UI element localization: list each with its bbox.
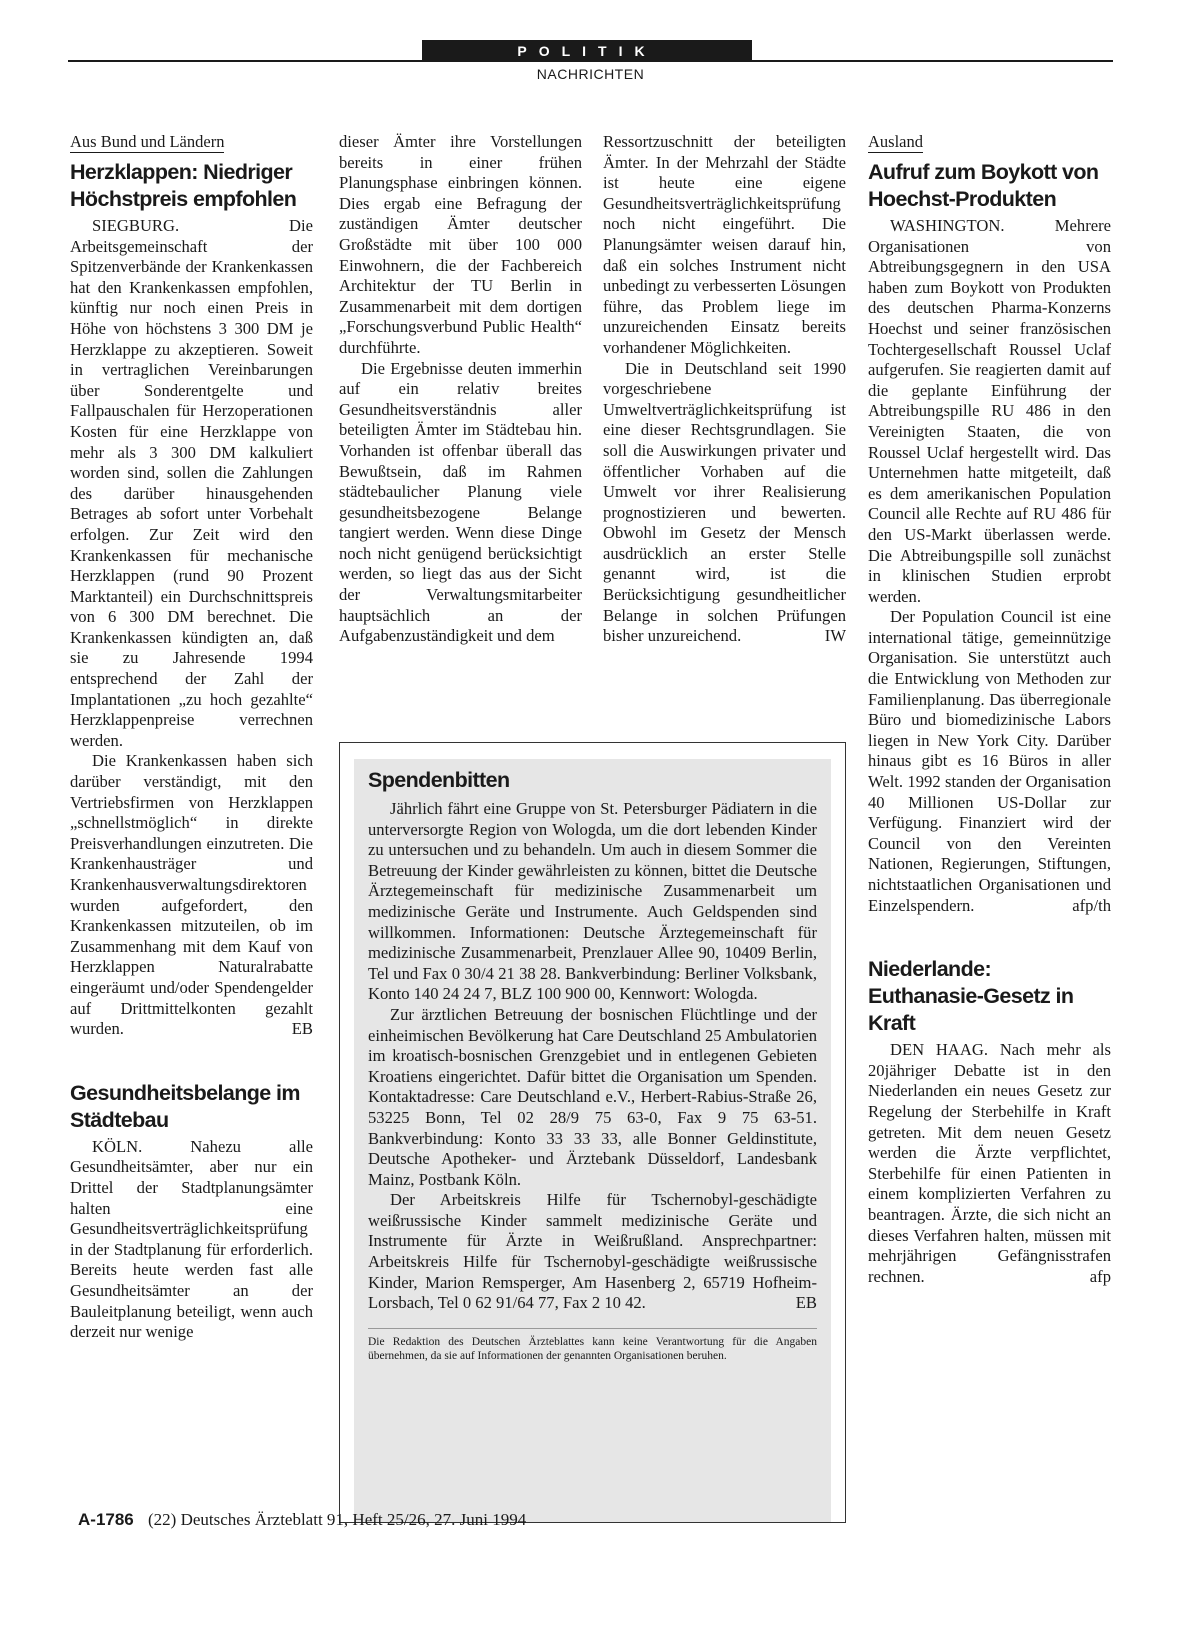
rubric-ausland: Ausland (868, 132, 923, 151)
box-paragraph: Jährlich fährt eine Gruppe von St. Petersburger Pädiatern in die unterversorgte Region von Wologda, um die dort lebenden Kinder zu untersuchen und zu behandeln. Um auch in diesem Sommer die Betreuung der Kinder gewährleisten zu können, bittet die Deutsche Ärztegemeinschaft für medizinische Zusammenarbeit um medizinische Geräte und Instrumente. Auch Geldspenden sind willkommen. Informationen: Deutsche Ärztegemeinschaft für medizinische Zusammenarbeit, Prenzlauer Allee 90, 10409 Berlin, Tel und Fax 0 30/4 21 38 28. Bankverbindung: Berliner Volksbank, Konto 140 24 24 7, BLZ 100 900 00, Kennwort: Wologda. (368, 799, 817, 1004)
page-footer (78, 1510, 526, 1530)
column-3 (603, 132, 846, 647)
page-number: A-1786 (78, 1510, 134, 1529)
citation: (22) Deutsches Ärzteblatt 91, Heft 25/26, 27. Juni 1994 (148, 1510, 527, 1529)
article-paragraph: KÖLN. Nahezu alle Gesundheitsämter, aber nur ein Drittel der Stadtplanungsämter halten eine Gesundheitsverträglichkeitsprüfung in der Stadtplanung für erforderlich. Bereits heute werden fast alle Gesundheitsämter an der Bauleitplanung beteiligt, wenn auch derzeit nur wenige (70, 1136, 313, 1342)
article-paragraph: Ressortzuschnitt der beteiligten Ämter. In der Mehrzahl der Städte ist heute eine eigene Gesundheitsverträglichkeitsprüfung noch nicht eingeführt. Die Planungsämter weisen darauf hin, daß ein solches Instrument nicht unbedingt zu verbesserten Lösungen führe, das Problem liege im unzureichenden Einsatz bereits vorhandener Möglichkeiten. (603, 132, 846, 357)
author-sign: afp (1089, 1266, 1111, 1286)
author-sign: EB (795, 1293, 817, 1313)
column-4 (868, 132, 1111, 1287)
headline-staedtebau: Gesundheitsbelange im Städtebau (70, 1080, 300, 1132)
author-sign: EB (291, 1019, 313, 1039)
column-2 (339, 132, 582, 647)
headline-herzklappen: Herzklappen: Niedriger Höchstpreis empfohlen (70, 160, 297, 211)
subsection-title: NACHRICHTEN (536, 66, 645, 82)
spendenbitten-box (339, 742, 846, 1523)
headline-hoechst-boykott: Aufruf zum Boykott von Hoechst-Produkten (868, 160, 1099, 211)
rubric-bund-laender: Aus Bund und Ländern (70, 132, 225, 151)
headline-euthanasie: Niederlande: Euthanasie-Gesetz in Kraft (868, 957, 1074, 1036)
box-title: Spendenbitten (368, 768, 510, 792)
section-title: POLITIK (517, 43, 657, 59)
section-header-bar (422, 40, 752, 62)
box-paragraph: Zur ärztlichen Betreuung der bosnischen Flüchtlinge und der einheimischen Bevölkerung hat Care Deutschland 25 Ambulatorien im kroatisch-bosnischen Grenzgebiet und in entlegenen Gebieten Kroatiens eingerichtet. Dafür bittet die Organisation um Spenden. Kontaktadresse: Care Deutschland e.V., Herbert-Rabius-Straße 26, 53225 Bonn, Tel 02 28/9 75 63-0, Fax 9 75 63-51. Bankverbindung: Konto 33 33 33, alle Bonner Geldinstitute, Deutsche Apotheker- und Ärztebank Düsseldorf, Landesbank Mainz, Postbank Köln. (368, 1004, 817, 1189)
box-paragraph: Der Arbeitskreis Hilfe für Tschernobyl-geschädigte weißrussische Kinder sammelt medizinische Geräte und Instrumente für Ärzte in Weißrußland. Ansprechpartner: Arbeitskreis Hilfe für Tschernobyl-geschädigte weißrussische Kinder, Marion Remsperger, Am Hasenberg 2, 65719 Hofheim-Lorsbach, Tel 0 62 91/64 77, Fax 2 10 42. EB (368, 1190, 817, 1313)
author-sign: afp/th (1072, 895, 1111, 915)
spacer (868, 916, 1111, 956)
article-paragraph: WASHINGTON. Mehrere Organisationen von Abtreibungsgegnern in den USA haben zum Boykott von Produkten des deutschen Pharma-Konzerns Hoechst und seiner französischen Tochtergesellschaft Roussel Uclaf aufgerufen. Sie reagierten damit auf die geplante Einführung der Abtreibungspille RU 486 in den Vereinigten Staaten, die von Roussel Uclaf hergestellt wird. Das Unternehmen hatte mitgeteilt, daß es dem amerikanischen Population Council alle Rechte auf RU 486 für den US-Markt überlassen werde. Die Abtreibungspille soll zunächst in klinischen Studien erprobt werden. (868, 216, 1111, 606)
article-paragraph: dieser Ämter ihre Vorstellungen bereits in einer frühen Planungsphase einbringen können. Dies ergab eine Befragung der zuständigen Ämter deutscher Großstädte mit über 100 000 Einwohnern, die der Fachbereich Architektur der TU Berlin in Zusammenarbeit mit dem dortigen „Forschungsverbund Public Health“ durchführte. (339, 132, 582, 357)
article-paragraph: Die in Deutschland seit 1990 vorgeschriebene Umweltverträglichkeitsprüfung ist eine dieser Rechtsgrundlagen. Sie soll die Auswirkungen privater und öffentlicher Vorhaben auf die Umwelt vor ihrer Realisierung prognostizieren und bewerten. Obwohl im Gesetz der Mensch ausdrücklich an erster Stelle genannt wird, ist die Berücksichtigung gesundheitlicher Belange in solchen Prüfungen bisher unzureichend. IW (603, 358, 846, 646)
disclaimer-note: Die Redaktion des Deutschen Ärzteblattes kann keine Verantwortung für die Angaben übernehmen, da sie auf Informationen der genannten Organisationen beruhen. (368, 1328, 817, 1363)
column-1 (70, 132, 313, 1343)
article-paragraph: Die Krankenkassen haben sich darüber verständigt, mit den Vertriebsfirmen von Herzklappen „schnellstmöglich“ in direkte Preisverhandlungen einzutreten. Die Krankenhausträger und Krankenhausverwaltungsdirektoren wurden aufgefordert, den Krankenkassen mitzuteilen, ob im Zusammenhang mit dem Kauf von Herzklappen Naturalrabatte eingeräumt und/oder Spendengelder auf Drittmittelkonten gezahlt wurden. EB (70, 751, 313, 1039)
header-rule (68, 60, 1113, 62)
article-paragraph: DEN HAAG. Nach mehr als 20jähriger Debatte ist in den Niederlanden ein neues Gesetz zur Regelung der Sterbehilfe in Kraft getreten. Mit dem neuen Gesetz werden die Ärzte verpflichtet, Sterbehilfe für einen Patienten in einem komplizierten Verfahren zu beantragen. Ärzte, die sich nicht an dieses Verfahren halten, müssen mit mehrjährigen Gefängnisstrafen rechnen. afp (868, 1040, 1111, 1286)
spacer (70, 1040, 313, 1080)
article-paragraph: Der Population Council ist eine international tätige, gemeinnützige Organisation. Sie unterstützt auch die Entwicklung von Methoden zur Familienplanung. Das überregionale Büro und biomedizinische Labors liegen in New York City. Darüber hinaus gibt es 16 Büros in aller Welt. 1992 standen der Organisation 40 Millionen US-Dollar zur Verfügung. Finanziert wird der Council von den Vereinten Nationen, Regierungen, Stiftungen, nichtstaatlichen Organisationen und Einzelspendern. afp/th (868, 607, 1111, 915)
article-paragraph: Die Ergebnisse deuten immerhin auf ein relativ breites Gesundheitsverständnis aller beteiligten Ämter im Städtebau hin. Vorhanden ist offenbar überall das Bewußtsein, daß im Rahmen städtebaulicher Planung viele gesundheitsbezogene Belange tangiert werden. Wenn diese Dinge noch nicht genügend berücksichtigt werden, so liegt das aus der Sicht der Verwaltungsmitarbeiter hauptsächlich an der Aufgabenzuständigkeit und dem (339, 358, 582, 646)
box-shaded-area (354, 759, 831, 1522)
article-paragraph: SIEGBURG. Die Arbeitsgemeinschaft der Spitzenverbände der Krankenkassen hat den Krankenkassen empfohlen, künftig nur noch einen Preis in Höhe von höchstens 3 300 DM je Herzklappe zu akzeptieren. Soweit in vertraglichen Vereinbarungen über Sonderentgelte und Fallpauschalen für Herzoperationen Kosten für eine Herzklappe von mehr als 3 300 DM kalkuliert worden sind, sollen die Zahlungen des darüber hinausgehenden Betrages ab sofort unter Vorbehalt erfolgen. Zur Zeit wird den Krankenkassen für mechanische Herzklappen (rund 90 Prozent Marktanteil) ein Durchschnittspreis von 6 300 DM berechnet. Die Krankenkassen kündigten an, daß sie zu Jahresende 1994 entsprechend der Zahl der Implantationen „zu hoch gezahlte“ Herzklappenpreise verrechnen werden. (70, 216, 313, 750)
author-sign: IW (824, 626, 846, 646)
